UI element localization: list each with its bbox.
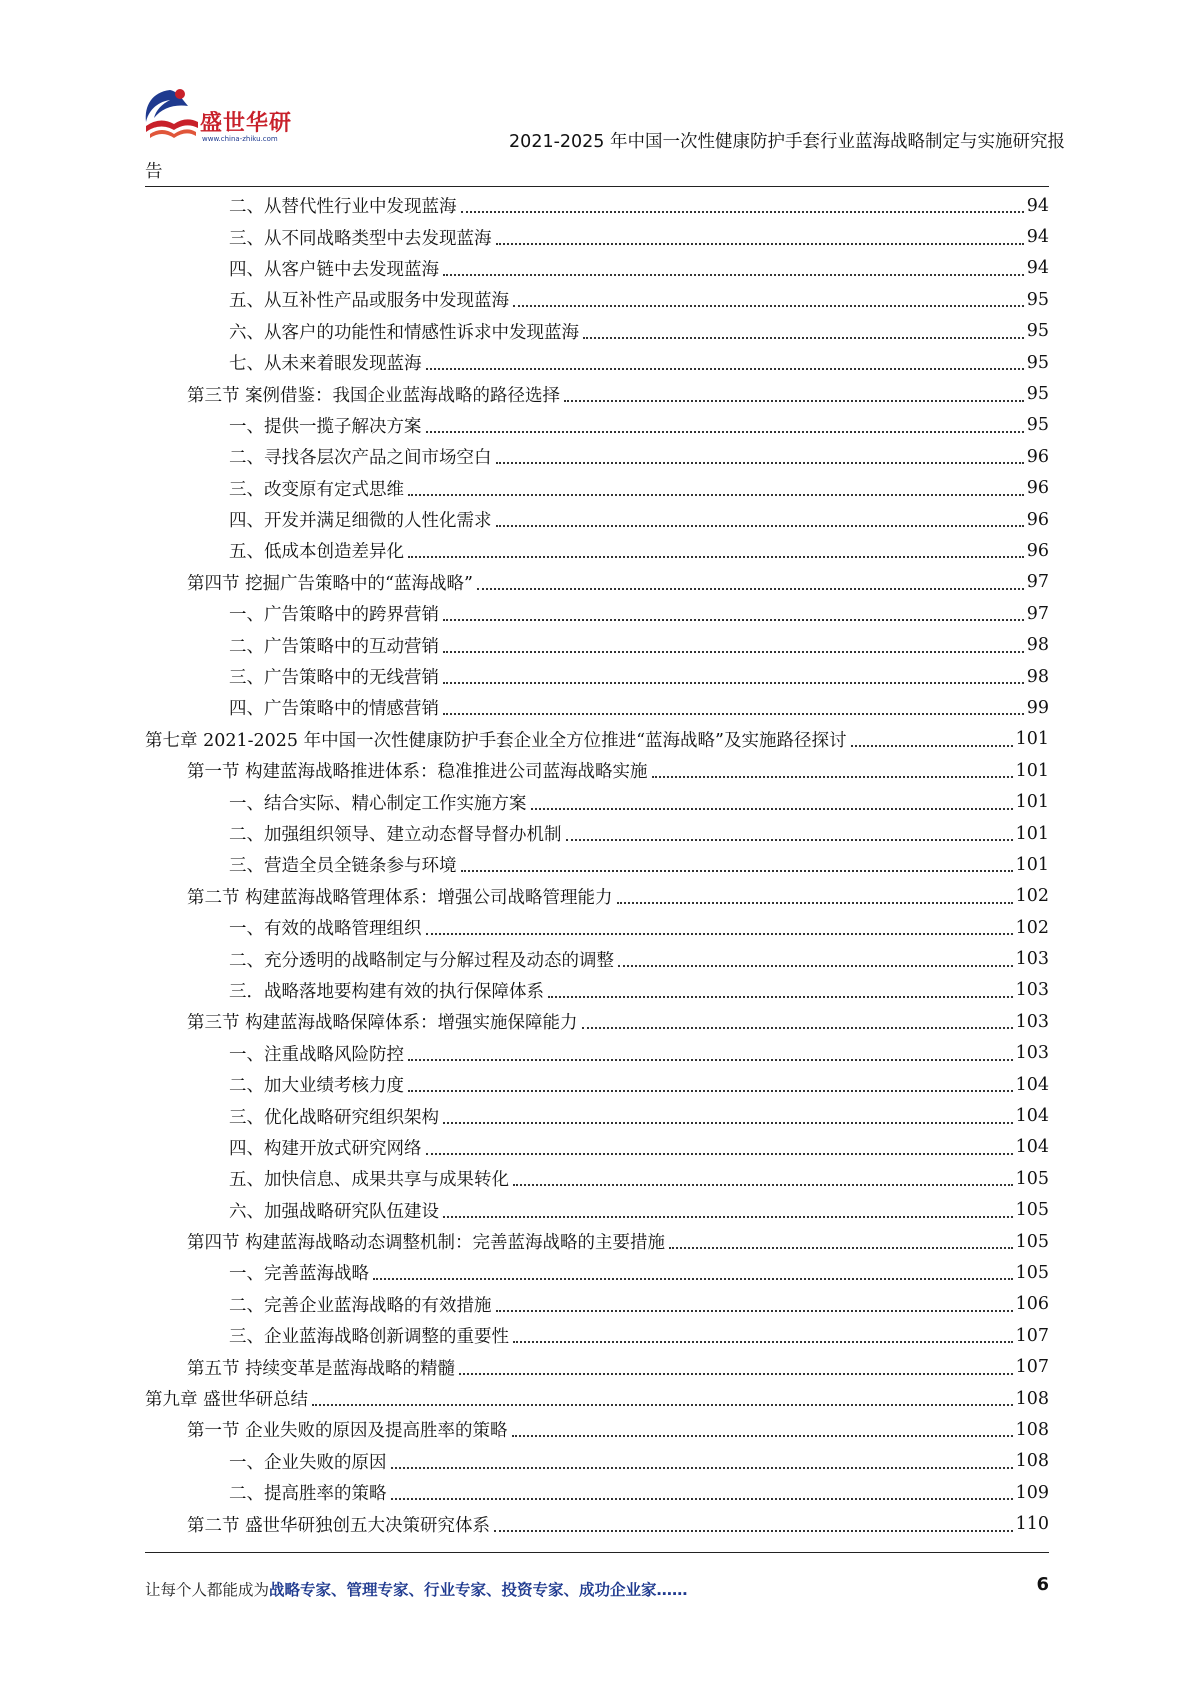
toc-entry-page: 101 [1015, 760, 1049, 781]
page-number: 6 [1036, 1574, 1049, 1595]
toc-entry-title: 一、注重战略风险防控 [229, 1044, 404, 1065]
toc-entry-title: 一、结合实际、精心制定工作实施方案 [229, 793, 527, 814]
toc-entry-page: 101 [1015, 854, 1049, 875]
toc-entry-title: 一、提供一揽子解决方案 [229, 416, 422, 437]
toc-entry-page: 94 [1026, 195, 1049, 216]
toc-entry-page: 96 [1026, 509, 1049, 530]
toc-entry[interactable] [145, 1132, 1049, 1163]
footer-slogan [145, 1578, 688, 1600]
toc-entry[interactable] [145, 190, 1049, 221]
toc-entry-page: 102 [1015, 886, 1049, 907]
toc-dot-leader [443, 273, 1024, 276]
toc-entry-page: 109 [1015, 1482, 1049, 1503]
toc-entry-page: 105 [1015, 1200, 1049, 1221]
toc-entry-page: 99 [1026, 697, 1049, 718]
toc-entry-title: 三、广告策略中的无线营销 [229, 668, 439, 689]
toc-entry-page: 105 [1015, 1262, 1049, 1283]
toc-entry[interactable] [145, 1038, 1049, 1069]
toc-entry-page: 106 [1015, 1294, 1049, 1315]
toc-dot-leader [408, 1058, 1013, 1061]
toc-entry-page: 96 [1026, 478, 1049, 499]
toc-dot-leader [461, 210, 1024, 213]
toc-entry[interactable] [145, 1226, 1049, 1257]
report-title-continuation: 告 [145, 162, 163, 182]
toc-entry-page: 108 [1015, 1419, 1049, 1440]
toc-entry-page: 107 [1015, 1357, 1049, 1378]
toc-entry[interactable] [145, 786, 1049, 817]
toc-entry-page: 97 [1026, 603, 1049, 624]
toc-entry[interactable] [145, 535, 1049, 566]
toc-entry-page: 104 [1015, 1137, 1049, 1158]
toc-entry-title: 四、开发并满足细微的人性化需求 [229, 511, 492, 532]
toc-entry[interactable] [145, 1069, 1049, 1100]
toc-entry[interactable] [145, 1508, 1049, 1539]
toc-entry[interactable] [145, 943, 1049, 974]
toc-dot-leader [669, 1246, 1013, 1249]
toc-entry[interactable] [145, 912, 1049, 943]
toc-entry-page: 104 [1015, 1106, 1049, 1127]
toc-dot-leader [496, 461, 1024, 464]
toc-entry[interactable] [145, 441, 1049, 472]
toc-dot-leader [513, 1340, 1013, 1343]
toc-entry-page: 105 [1015, 1231, 1049, 1252]
toc-entry-title: 五、从互补性产品或服务中发现蓝海 [229, 291, 509, 312]
toc-entry-title: 第九章 盛世华研总结 [145, 1390, 309, 1411]
toc-entry-title: 第三节 案例借鉴：我国企业蓝海战略的路径选择 [187, 385, 561, 406]
toc-entry[interactable] [145, 1477, 1049, 1508]
logo-url: www.china-zhiku.com [202, 135, 278, 143]
toc-entry-page: 101 [1015, 823, 1049, 844]
toc-entry-title: 六、从客户的功能性和情感性诉求中发现蓝海 [229, 322, 579, 343]
toc-dot-leader [391, 1466, 1013, 1469]
toc-entry-title: 四、构建开放式研究网络 [229, 1138, 422, 1159]
toc-entry-page: 104 [1015, 1074, 1049, 1095]
toc-entry-title: 第三节 构建蓝海战略保障体系：增强实施保障能力 [187, 1013, 578, 1034]
toc-dot-leader [408, 555, 1024, 558]
toc-entry-title: 二、广告策略中的互动营销 [229, 636, 439, 657]
toc-entry-page: 103 [1015, 949, 1049, 970]
toc-entry[interactable] [145, 661, 1049, 692]
toc-entry-title: 三、改变原有定式思维 [229, 479, 404, 500]
toc-dot-leader [494, 1529, 1013, 1532]
toc-entry-page: 96 [1026, 540, 1049, 561]
toc-entry-title: 三、营造全员全链条参与环境 [229, 856, 457, 877]
toc-entry-page: 108 [1015, 1388, 1049, 1409]
toc-dot-leader [652, 775, 1013, 778]
toc-entry[interactable] [145, 1446, 1049, 1477]
toc-entry[interactable] [145, 692, 1049, 723]
toc-entry[interactable] [145, 629, 1049, 660]
report-title: 2021-2025 年中国一次性健康防护手套行业蓝海战略制定与实施研究报 [509, 132, 1065, 152]
toc-dot-leader [312, 1403, 1013, 1406]
slogan-emphasis: 战略专家、管理专家、行业专家、投资专家、成功企业家…… [269, 1581, 688, 1599]
toc-entry-title: 第二节 构建蓝海战略管理体系：增强公司战略管理能力 [187, 887, 613, 908]
logo-emblem-icon [140, 82, 200, 154]
toc-entry[interactable] [145, 724, 1049, 755]
company-logo [140, 82, 320, 154]
toc-dot-leader [461, 869, 1013, 872]
toc-dot-leader [531, 807, 1013, 810]
toc-entry-title: 二、加强组织领导、建立动态督导督办机制 [229, 825, 562, 845]
logo-text: 盛世华研 [200, 111, 293, 136]
toc-entry-title: 七、从未来着眼发现蓝海 [229, 354, 422, 375]
toc-entry-title: 一、有效的战略管理组织 [229, 919, 422, 940]
toc-entry-title: 四、从客户链中去发现蓝海 [229, 259, 439, 280]
toc-entry-page: 98 [1026, 635, 1049, 656]
toc-dot-leader [373, 1277, 1013, 1280]
toc-dot-leader [512, 1434, 1013, 1437]
toc-entry[interactable] [145, 567, 1049, 598]
toc-entry[interactable] [145, 378, 1049, 409]
toc-dot-leader [443, 712, 1024, 715]
toc-entry-page: 95 [1026, 384, 1049, 405]
toc-entry-title: 三、从不同战略类型中去发现蓝海 [229, 228, 492, 249]
toc-entry-page: 110 [1015, 1514, 1049, 1535]
toc-entry[interactable] [145, 253, 1049, 284]
toc-entry[interactable] [145, 598, 1049, 629]
toc-entry-page: 95 [1026, 352, 1049, 373]
toc-dot-leader [513, 304, 1024, 307]
toc-entry-title: 二、提高胜率的策略 [229, 1484, 387, 1505]
toc-entry-title: 一、企业失败的原因 [229, 1452, 387, 1473]
toc-dot-leader [548, 995, 1013, 998]
toc-entry-title: 三、企业蓝海战略创新调整的重要性 [229, 1327, 509, 1348]
toc-entry[interactable] [145, 284, 1049, 315]
toc-entry[interactable] [145, 1006, 1049, 1037]
toc-entry[interactable] [145, 818, 1049, 849]
toc-entry-page: 102 [1015, 917, 1049, 938]
toc-entry-page: 103 [1015, 1011, 1049, 1032]
toc-entry-page: 107 [1015, 1325, 1049, 1346]
toc-entry-page: 103 [1015, 980, 1049, 1001]
toc-dot-leader [496, 242, 1024, 245]
toc-entry-title: 第一节 构建蓝海战略推进体系：稳准推进公司蓝海战略实施 [187, 762, 648, 783]
toc-entry[interactable] [145, 1414, 1049, 1445]
toc-dot-leader [443, 1121, 1013, 1124]
toc-entry[interactable] [145, 347, 1049, 378]
toc-entry-page: 101 [1015, 792, 1049, 813]
toc-entry[interactable] [145, 1289, 1049, 1320]
toc-entry[interactable] [145, 1351, 1049, 1382]
toc-entry[interactable] [145, 1257, 1049, 1288]
toc-entry[interactable] [145, 1163, 1049, 1194]
toc-dot-leader [583, 336, 1024, 339]
toc-dot-leader [443, 618, 1024, 621]
toc-entry[interactable] [145, 1320, 1049, 1351]
toc-entry-title: 五、低成本创造差异化 [229, 542, 404, 563]
toc-dot-leader [459, 1372, 1013, 1375]
toc-dot-leader [851, 744, 1013, 747]
toc-entry-title: 四、广告策略中的情感营销 [229, 699, 439, 720]
slogan-prefix: 让每个人都能成为 [145, 1581, 270, 1599]
page-header [0, 0, 1191, 190]
toc-dot-leader [617, 901, 1013, 904]
toc-dot-leader [618, 964, 1013, 967]
toc-entry-title: 二、从替代性行业中发现蓝海 [229, 197, 457, 218]
toc-entry-title: 第一节 企业失败的原因及提高胜率的策略 [187, 1421, 508, 1442]
toc-entry-page: 105 [1015, 1168, 1049, 1189]
toc-entry-title: 三．战略落地要构建有效的执行保障体系 [229, 981, 544, 1002]
toc-dot-leader [564, 399, 1024, 402]
toc-dot-leader [566, 838, 1013, 841]
toc-entry-title: 一、广告策略中的跨界营销 [229, 605, 439, 626]
toc-dot-leader [477, 587, 1024, 590]
toc-dot-leader [443, 1215, 1013, 1218]
toc-entry[interactable] [145, 410, 1049, 441]
toc-dot-leader [582, 1026, 1013, 1029]
toc-entry-title: 五、加快信息、成果共享与成果转化 [229, 1170, 509, 1191]
toc-entry-title: 二、寻找各层次产品之间市场空白 [229, 448, 492, 469]
toc-entry-page: 94 [1026, 258, 1049, 279]
toc-entry-page: 95 [1026, 289, 1049, 310]
toc-entry-title: 二、充分透明的战略制定与分解过程及动态的调整 [229, 950, 614, 971]
toc-entry-title: 第四节 构建蓝海战略动态调整机制：完善蓝海战略的主要措施 [187, 1233, 666, 1254]
toc-dot-leader [443, 681, 1024, 684]
footer-divider [145, 1552, 1049, 1553]
toc-entry-page: 95 [1026, 321, 1049, 342]
toc-entry-page: 96 [1026, 446, 1049, 467]
toc-dot-leader [391, 1497, 1013, 1500]
toc-entry-title: 三、优化战略研究组织架构 [229, 1107, 439, 1128]
toc-entry[interactable] [145, 975, 1049, 1006]
toc-dot-leader [496, 524, 1024, 527]
toc-entry-page: 94 [1026, 227, 1049, 248]
toc-dot-leader [496, 1309, 1013, 1312]
toc-entry-title: 第二节 盛世华研独创五大决策研究体系 [187, 1515, 491, 1536]
toc-dot-leader [443, 650, 1024, 653]
toc-entry-title: 第四节 挖掘广告策略中的“蓝海战略” [187, 573, 473, 594]
toc-entry-page: 108 [1015, 1451, 1049, 1472]
toc-entry-page: 103 [1015, 1043, 1049, 1064]
toc-entry[interactable] [145, 1100, 1049, 1131]
toc-entry-title: 二、完善企业蓝海战略的有效措施 [229, 1295, 492, 1316]
toc-entry[interactable] [145, 849, 1049, 880]
toc-entry-page: 98 [1026, 666, 1049, 687]
toc-dot-leader [426, 367, 1024, 370]
toc-dot-leader [426, 1152, 1013, 1155]
toc-entry[interactable] [145, 473, 1049, 504]
toc-entry-page: 97 [1026, 572, 1049, 593]
toc-entry[interactable] [145, 1383, 1049, 1414]
toc-entry[interactable] [145, 316, 1049, 347]
toc-dot-leader [408, 1089, 1013, 1092]
toc-entry-title: 第七章 2021-2025 年中国一次性健康防护手套企业全方位推进“蓝海战略”及实施路径探讨 [145, 730, 847, 751]
toc-entry-page: 101 [1015, 729, 1049, 750]
toc-entry[interactable] [145, 504, 1049, 535]
toc-entry-title: 六、加强战略研究队伍建设 [229, 1201, 439, 1222]
toc-entry-title: 二、加大业绩考核力度 [229, 1076, 404, 1097]
toc-entry-title: 一、完善蓝海战略 [229, 1264, 369, 1285]
header-divider [145, 186, 1049, 187]
toc-entry-title: 第五节 持续变革是蓝海战略的精髓 [187, 1358, 456, 1379]
toc-dot-leader [426, 932, 1013, 935]
toc-entry[interactable] [145, 881, 1049, 912]
toc-entry[interactable] [145, 1195, 1049, 1226]
toc-entry[interactable] [145, 221, 1049, 252]
toc-dot-leader [513, 1183, 1013, 1186]
toc-entry-page: 95 [1026, 415, 1049, 436]
toc-dot-leader [426, 430, 1024, 433]
toc-entry[interactable] [145, 755, 1049, 786]
toc-dot-leader [408, 493, 1024, 496]
table-of-contents [145, 190, 1049, 1540]
